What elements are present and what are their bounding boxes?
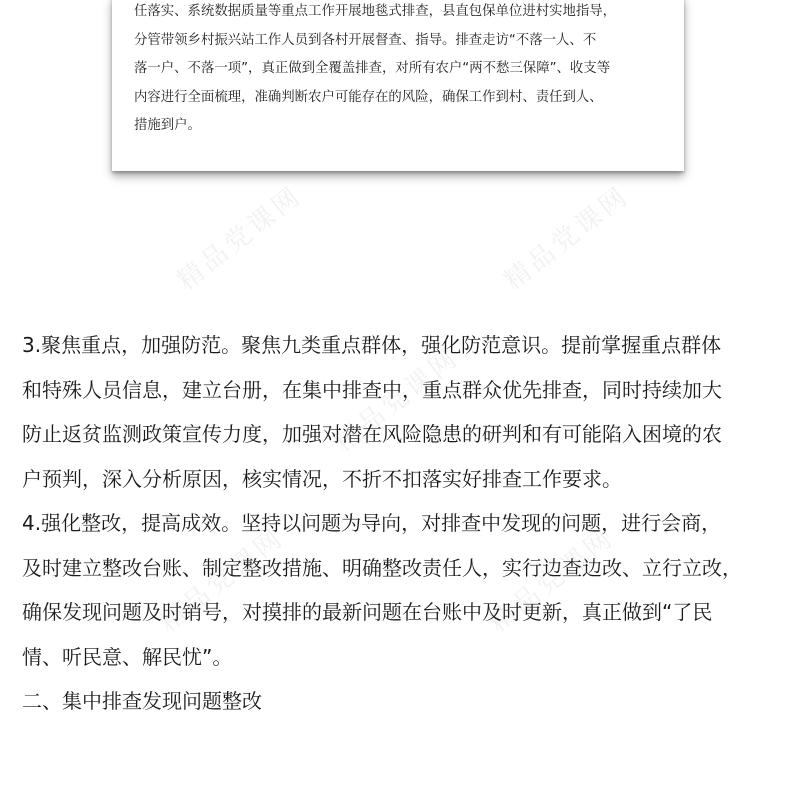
watermark: 精品党课网 xyxy=(483,522,621,639)
preview-line: 措施到户。 xyxy=(134,118,201,134)
body-line: 4.强化整改，提高成效。坚持以问题为导向，对排查中发现的问题，进行会商， xyxy=(22,511,722,535)
document-preview-text xyxy=(134,0,670,141)
body-line: 防止返贫监测政策宣传力度，加强对潜在风险隐患的研判和有可能陷入困境的农 xyxy=(22,422,722,446)
body-paragraphs xyxy=(22,323,784,724)
watermark: 精品党课网 xyxy=(328,342,466,459)
document-preview-card xyxy=(112,0,684,171)
preview-line: 任落实、系统数据质量等重点工作开展地毯式排查，县直包保单位进村实地指导， xyxy=(134,4,617,19)
watermark: 精品党课网 xyxy=(153,522,291,639)
watermark: 精品党课网 xyxy=(498,180,636,297)
body-line: 及时建立整改台账、制定整改措施、明确整改责任人，实行边查边改、立行立改， xyxy=(22,555,742,580)
body-line: 户预判，深入分析原因，核实情况，不折不扣落实好排查工作要求。 xyxy=(22,466,622,491)
watermark: 精品党课网 xyxy=(171,180,309,297)
body-line: 3.聚焦重点，加强防范。聚焦九类重点群体，强化防范意识。提前掌握重点群体 xyxy=(22,333,722,357)
section-heading: 二、集中排查发现问题整改 xyxy=(22,689,262,713)
preview-line: 分管带领乡村振兴站工作人员到各村开展督查、指导。排查走访“不落一人、不 xyxy=(134,32,597,48)
body-line: 和特殊人员信息，建立台册，在集中排查中，重点群众优先排查，同时持续加大 xyxy=(22,377,722,402)
body-line: 确保发现问题及时销号，对摸排的最新问题在台账中及时更新，真正做到“了民 xyxy=(22,600,713,624)
body-line: 情、听民意、解民忧”。 xyxy=(22,644,233,669)
preview-line: 内容进行全面梳理，准确判断农户可能存在的风险，确保工作到村、责任到人、 xyxy=(134,89,603,105)
preview-line: 落一户、不落一项”，真正做到全覆盖排查，对所有农户“两不愁三保障”、收支等 xyxy=(134,61,611,77)
